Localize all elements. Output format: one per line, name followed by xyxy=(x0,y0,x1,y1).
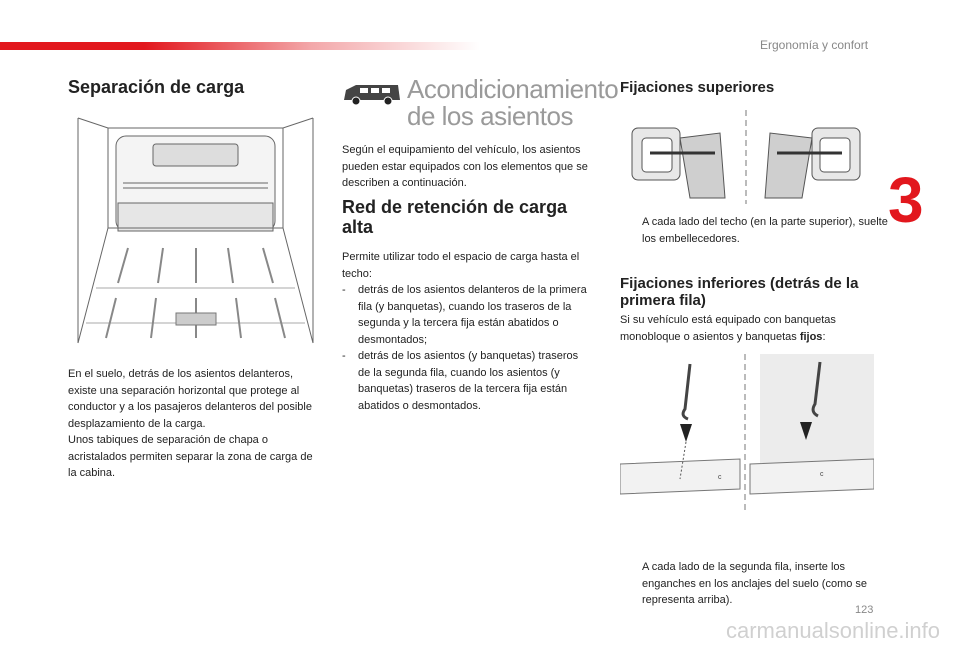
van-icon xyxy=(342,82,402,111)
net-list xyxy=(342,282,592,414)
cargo-area-illustration xyxy=(68,108,323,358)
cargo-paragraph-2: Unos tabiques de separación de chapa o acristalados permiten separar la zona de carga de la cabina. xyxy=(68,434,313,479)
seat-fittings-title-line1: Acondicionamiento xyxy=(407,74,619,104)
cargo-separation-title: Separación de carga xyxy=(68,77,245,97)
lower-intro-bold: fijos xyxy=(799,330,823,343)
lower-fixings-title: Fijaciones inferiores (detrás de la primera fila) xyxy=(620,275,859,309)
upper-fixings-title: Fijaciones superiores xyxy=(620,79,775,96)
anchor-label: c xyxy=(718,474,722,481)
list-item xyxy=(342,282,592,348)
net-title: Red de retención de carga alta xyxy=(342,197,568,237)
watermark: carmanualsonline.info xyxy=(726,618,941,643)
lower-fixings-text: A cada lado de la segunda fila, inserte los enganches en los anclajes del suelo (como se representa arriba). xyxy=(642,561,868,606)
cargo-paragraph-1: En el suelo, detrás de los asientos delanteros, existe una separación horizontal que protege al conductor y a los pasajeros delanteros del posible desplazamiento de la carga. xyxy=(68,368,312,430)
upper-fixings-drawing xyxy=(620,108,872,206)
lower-fixings-drawing xyxy=(620,354,874,514)
net-item-text: detrás de los asientos (y banquetas) traseros de la segunda fila, cuando los asientos (y banquetas) traseros de la tercera fija están abatidos o desmontados. xyxy=(358,350,579,412)
list-item xyxy=(342,348,592,414)
upper-fixings-illustration xyxy=(620,108,872,206)
chapter-number: 3 xyxy=(888,164,924,236)
lower-intro-colon: : xyxy=(822,330,826,343)
net-intro: Permite utilizar todo el espacio de carga hasta el techo: xyxy=(342,251,580,280)
cargo-separation-text xyxy=(68,366,323,482)
upper-fixings-text: A cada lado del techo (en la parte superior), suelte los embellecedores. xyxy=(642,216,888,245)
list-dash: - xyxy=(342,350,346,362)
lower-fixings-instruction xyxy=(620,559,894,609)
lower-fixings-illustration xyxy=(620,354,874,514)
upper-fixings-instruction xyxy=(620,214,894,247)
seat-fittings-title-line2: de los asientos xyxy=(407,101,573,132)
section-title: Ergonomía y confort xyxy=(760,38,869,52)
page-number: 123 xyxy=(855,604,874,616)
anchor-label: c xyxy=(820,471,824,478)
cargo-area-drawing xyxy=(68,108,323,358)
seat-fittings-intro: Según el equipamiento del vehículo, los asientos pueden estar equipados con los elementos que se describen a continuación. xyxy=(342,144,588,189)
lower-intro-text: Si su vehículo está equipado con banquetas monobloque o asientos y banquetas xyxy=(620,314,836,343)
lower-fixings-intro xyxy=(620,312,872,345)
net-item-text: detrás de los asientos delanteros de la primera fila (y banquetas), cuando los traseros de la segunda y la tercera fija están abatidos o desmontados; xyxy=(358,284,587,346)
list-dash: - xyxy=(342,284,346,296)
seat-fittings-title xyxy=(407,76,618,131)
header-accent-bar xyxy=(0,42,480,50)
net-section xyxy=(342,249,592,414)
